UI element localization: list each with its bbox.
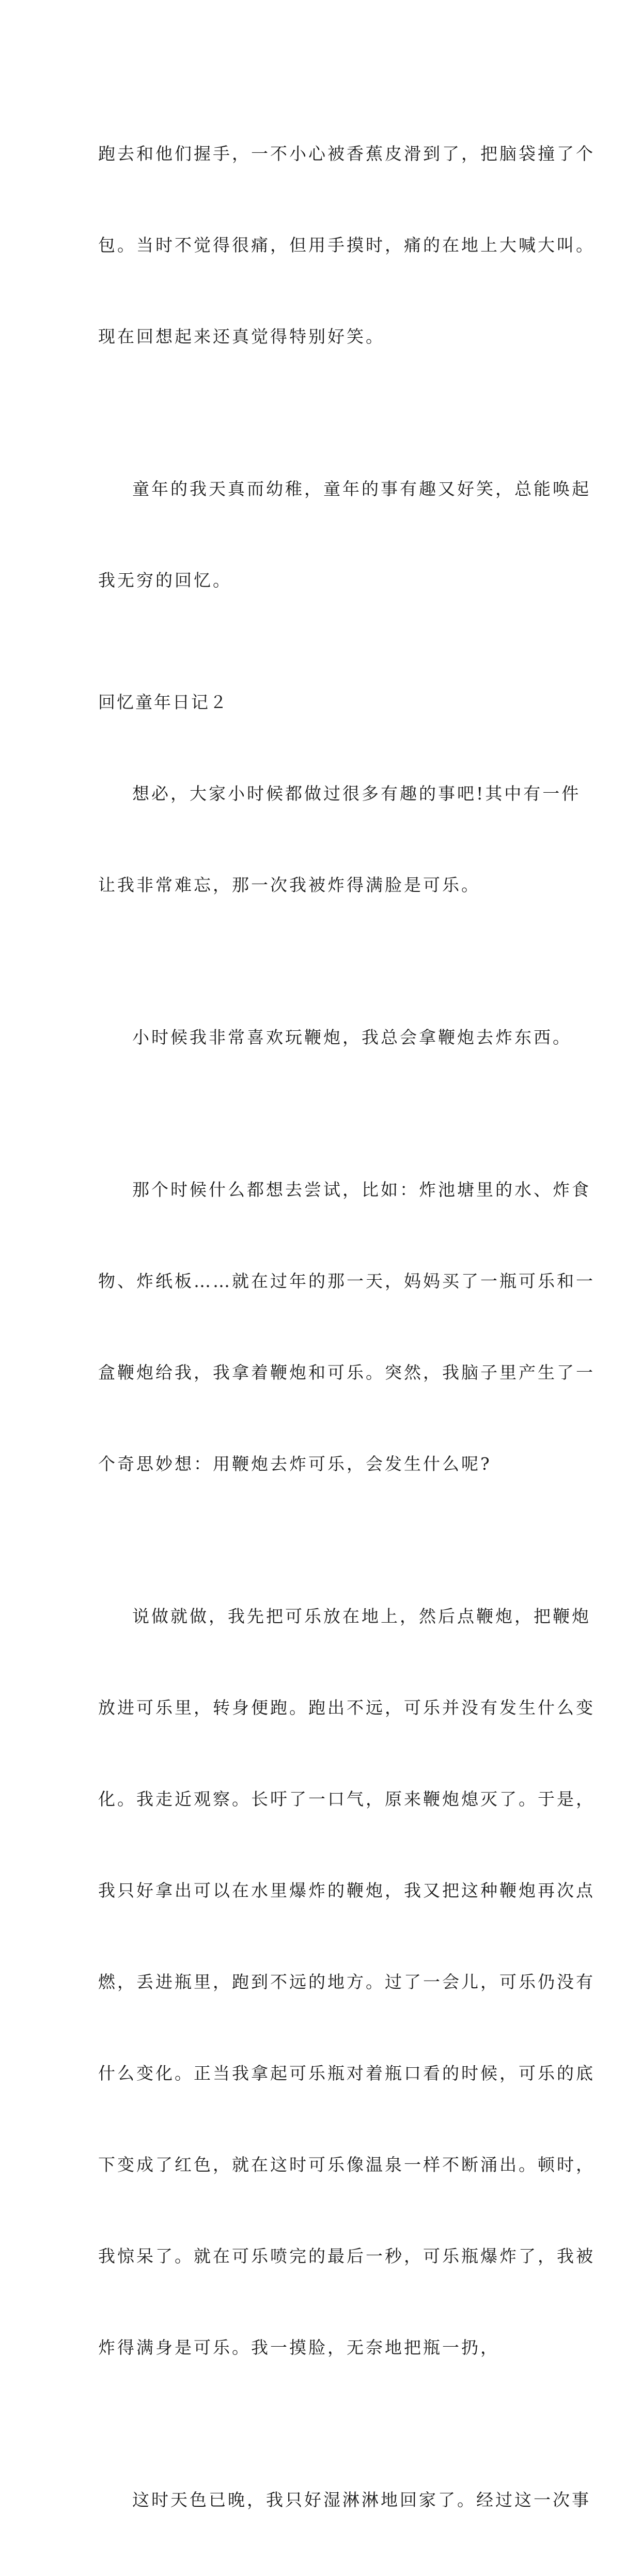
text-line: 这时天色已晚，我只好湿淋淋地回家了。经过这一次事: [132, 2490, 591, 2510]
section-heading: 回忆童年日记２: [98, 692, 228, 712]
paragraph: [98, 717, 581, 961]
text-line: 我只好拿出可以在水里爆炸的鞭炮，我又把这种鞭炮再次点: [98, 1880, 595, 1900]
text-line: 燃，丢进瓶里，跑到不远的地方。过了一会儿，可乐仍没有: [98, 1972, 595, 1992]
text-line: 想必，大家小时候都做过很多有趣的事吧!其中有一件: [132, 783, 581, 804]
paragraph: [98, 1540, 595, 2424]
text-line: 小时候我非常喜欢玩鞭炮，我总会拿鞭炮去炸东西。: [132, 1027, 572, 1047]
text-line: 化。我走近观察。长吁了一口气，原来鞭炮熄灭了。于是，: [98, 1789, 595, 1809]
text-line: 童年的我天真而幼稚，童年的事有趣又好笑，总能唤起: [132, 479, 591, 499]
paragraph: [98, 413, 591, 656]
text-line: 说做就做，我先把可乐放在地上，然后点鞭炮，把鞭炮: [132, 1606, 591, 1626]
paragraph: [98, 77, 595, 413]
text-line: 那个时候什么都想去尝试，比如：炸池塘里的水、炸食: [132, 1180, 591, 1200]
paragraph: [98, 1113, 595, 1540]
document-body: [98, 77, 595, 2576]
text-line: 跑去和他们握手，一不小心被香蕉皮滑到了，把脑袋撞了个: [98, 144, 595, 164]
text-line: 包。当时不觉得很痛，但用手摸时，痛的在地上大喊大叫。: [98, 235, 595, 255]
text-line: 我无穷的回忆。: [98, 570, 232, 590]
text-line: 现在回想起来还真觉得特别好笑。: [98, 326, 385, 347]
text-line: 让我非常难忘，那一次我被炸得满脸是可乐。: [98, 875, 480, 895]
text-line: 放进可乐里，转身便跑。跑出不远，可乐并没有发生什么变: [98, 1698, 595, 1718]
text-line: 个奇思妙想：用鞭炮去炸可乐，会发生什么呢?: [98, 1454, 492, 1474]
text-line: 盒鞭炮给我，我拿着鞭炮和可乐。突然，我脑子里产生了一: [98, 1362, 595, 1383]
text-line: 物、炸纸板……就在过年的那一天，妈妈买了一瓶可乐和一: [98, 1271, 595, 1291]
text-line: 我惊呆了。就在可乐喷完的最后一秒，可乐瓶爆炸了，我被: [98, 2246, 595, 2266]
text-line: 什么变化。正当我拿起可乐瓶对着瓶口看的时候，可乐的底: [98, 2063, 595, 2083]
text-line: 炸得满身是可乐。我一摸脸，无奈地把瓶一扔，: [98, 2337, 499, 2358]
text-line: 下变成了红色，就在这时可乐像温泉一样不断涌出。顿时，: [98, 2155, 595, 2175]
paragraph: [98, 961, 572, 1113]
paragraph: [98, 2424, 591, 2576]
